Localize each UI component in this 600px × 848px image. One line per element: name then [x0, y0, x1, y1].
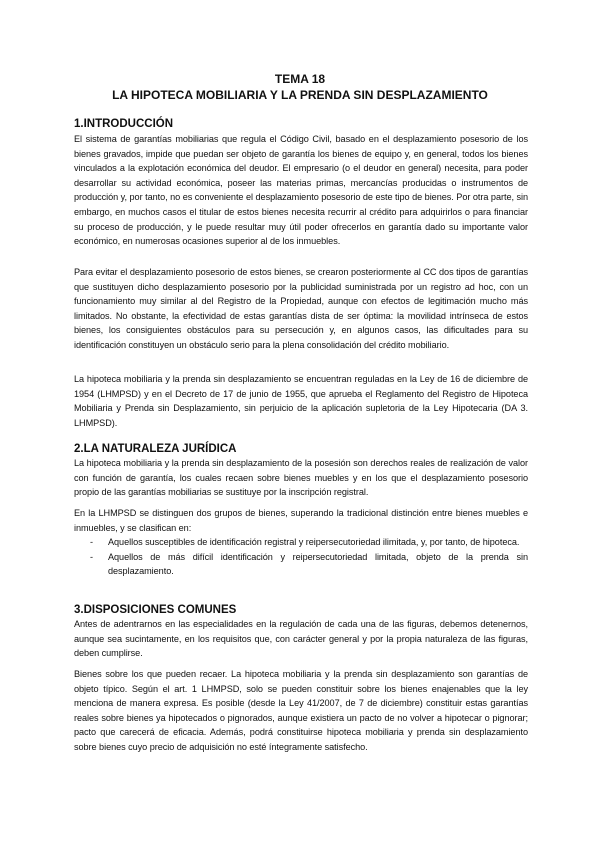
- section-2-list: [74, 535, 528, 579]
- section-1-paragraph-3: La hipoteca mobiliaria y la prenda sin desplazamiento se encuentran reguladas en la Ley de 16 de diciembre de 1954 (LHMPSD) y en el Decreto de 17 de junio de 1955, que aprueba el Reglamento del Registro de Hipoteca Mobiliaria y Prenda sin Desplazamiento, sin perjuicio de la aplicación supletoria de la Ley Hipotecaria (DA 3. LHMPSD).: [74, 374, 528, 428]
- section-3-paragraph-1: Antes de adentrarnos en las especialidades en la regulación de cada una de las figuras, debemos detenernos, aunque sea sucintamente, en los requisitos que, con carácter general y por la propia naturaleza de las figuras, deben cumplirse.: [74, 619, 528, 659]
- document-title: LA HIPOTECA MOBILIARIA Y LA PRENDA SIN DESPLAZAMIENTO: [112, 88, 488, 102]
- bullet-dash: -: [90, 537, 93, 547]
- topic-number: TEMA 18: [274, 72, 326, 86]
- section-2-paragraph-1: La hipoteca mobiliaria y la prenda sin desplazamiento de la posesión son derechos reales de realización de valor con función de garantía, los cuales recaen sobre bienes muebles y en los que el desplazamiento posesorio propio de las garantías mobiliarias se sustituye por la inscripción registral.: [74, 458, 528, 498]
- list-item: [74, 535, 528, 550]
- bullet-dash: -: [90, 551, 93, 562]
- list-item-text: Aquellos susceptibles de identificación registral y reipersecutoriedad ilimitada, y, por tanto, de hipoteca.: [108, 537, 520, 547]
- section-2-paragraph-2: En la LHMPSD se distinguen dos grupos de bienes, superando la tradicional distinción entre bienes muebles e inmuebles, y se clasifican en:: [74, 508, 528, 533]
- section-2-heading: 2.LA NATURALEZA JURÍDICA: [74, 443, 237, 455]
- section-1-heading: 1.INTRODUCCIÓN: [74, 118, 174, 130]
- section-1-paragraph-2: Para evitar el desplazamiento posesorio de estos bienes, se crearon posteriormente al CC dos tipos de garantías que sustituyen dicho desplazamiento posesorio por la publicidad suministrada por un registro ad hoc, con un funcionamiento muy similar al del Registro de la Propiedad, aunque con efectos de legitimación mucho más limitados. No obstante, la efectividad de estas garantías dista de ser óptima: la movilidad intrínseca de estos bienes, los consiguientes obstáculos para su persecución y, en algunos casos, las dificultades para su identificación constituyen un obstáculo serio para la plena consolidación del crédito mobiliario.: [74, 267, 528, 350]
- section-3-paragraph-2: Bienes sobre los que pueden recaer. La hipoteca mobiliaria y la prenda sin desplazamiento son garantías de objeto típico. Según el art. 1 LHMPSD, solo se pueden constituir sobre los bienes enajenables que la ley menciona de manera expresa. Es posible (desde la Ley 41/2007, de 7 de diciembre) constituir estas garantías reales sobre bienes ya hipotecados o pignorados, aunque existiera un pacto de no volver a hipotecar o pignorar; pacto que carecerá de eficacia. Además, podrá constituirse hipoteca mobiliaria y prenda sin desplazamiento sobre bienes cuyo precio de adquisición no esté íntegramente satisfecho.: [74, 669, 528, 752]
- section-1-paragraph-1: El sistema de garantías mobiliarias que regula el Código Civil, basado en el desplazamiento posesorio de los bienes gravados, impide que puedan ser objeto de garantía los bienes de equipo y, en general, todos los bienes vinculados a la explotación económica del deudor. El empresario (o el deudor en general) necesita, para poder desarrollar su actividad económica, poseer las materias primas, mercancías producidas o instrumentos de producción y, por tanto, no es conveniente el desplazamiento posesorio de este tipo de bienes. Por otra parte, sin embargo, en muchos casos el titular de estos bienes necesita recurrir al crédito para adquirirlos o para financiar su proceso de producción, y le puede resultar muy útil poder ofrecerlos en garantía dado su importante valor económico, en numerosas ocasiones superior al de los inmuebles.: [74, 134, 528, 247]
- section-3-heading: 3.DISPOSICIONES COMUNES: [74, 604, 237, 616]
- list-item: [74, 550, 528, 579]
- list-item-text: Aquellos de más difícil identificación y reipersecutoriedad limitada, objeto de la prenda sin desplazamiento.: [108, 551, 528, 577]
